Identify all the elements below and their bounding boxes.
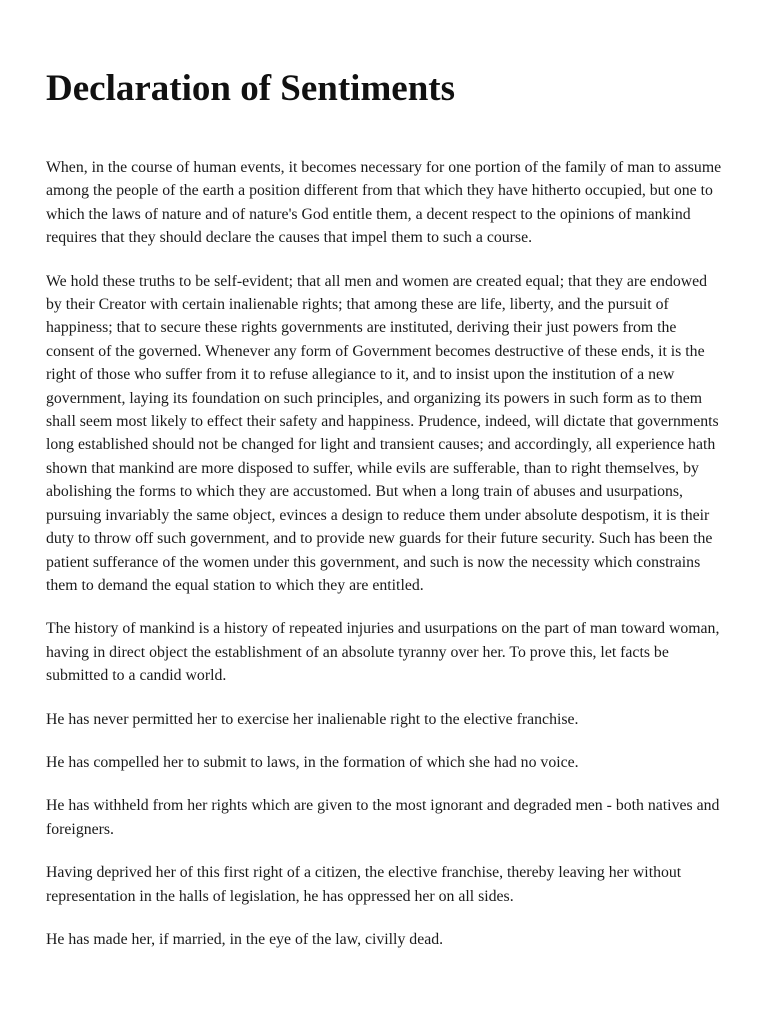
paragraph-preamble: When, in the course of human events, it becomes necessary for one portion of the family of man to assume among the people of the earth a position different from that which they have hitherto occupied, but one to which the laws of nature and of nature's God entitle them, a decent respect to the opinions of mankind requires that they should declare the causes that impel them to such a course. xyxy=(46,159,722,247)
paragraph-grievance-representation: Having deprived her of this first right of a citizen, the elective franchise, thereby leaving her without representation in the halls of legislation, he has oppressed her on all sides. xyxy=(46,864,682,905)
paragraph-grievance-laws: He has compelled her to submit to laws, in the formation of which she had no voice. xyxy=(46,753,579,771)
document-title: Declaration of Sentiments xyxy=(46,68,455,109)
document-body xyxy=(46,156,726,971)
paragraph-history-of-mankind: The history of mankind is a history of repeated injuries and usurpations on the part of man toward woman, having in direct object the establishment of an absolute tyranny over her. To prove this, let facts be submitted to a candid world. xyxy=(46,620,720,685)
paragraph-grievance-franchise: He has never permitted her to exercise her inalienable right to the elective franchise. xyxy=(46,710,579,728)
paragraph-grievance-rights-withheld: He has withheld from her rights which are given to the most ignorant and degraded men - both natives and foreigners. xyxy=(46,797,720,838)
paragraph-self-evident-truths: We hold these truths to be self-evident; that all men and women are created equal; that they are endowed by their Creator with certain inalienable rights; that among these are life, liberty, and the pursuit of happiness; that to secure these rights governments are instituted, deriving their just powers from the consent of the governed. Whenever any form of Government becomes destructive of these ends, it is the right of those who suffer from it to refuse allegiance to it, and to insist upon the institution of a new government, laying its foundation on such principles, and organizing its powers in such form as to them shall seem most likely to effect their safety and happiness. Prudence, indeed, will dictate that governments long established should not be changed for light and transient causes; and accordingly, all experience hath shown that mankind are more disposed to suffer, while evils are sufferable, than to right themselves, by abolishing the forms to which they are accustomed. But when a long train of abuses and usurpations, pursuing invariably the same object, evinces a design to reduce them under absolute despotism, it is their duty to throw off such government, and to provide new guards for their future security. Such has been the patient sufferance of the women under this government, and such is now the necessity which constrains them to demand the equal station to which they are entitled. xyxy=(46,272,719,594)
paragraph-grievance-civilly-dead: He has made her, if married, in the eye of the law, civilly dead. xyxy=(46,930,444,948)
